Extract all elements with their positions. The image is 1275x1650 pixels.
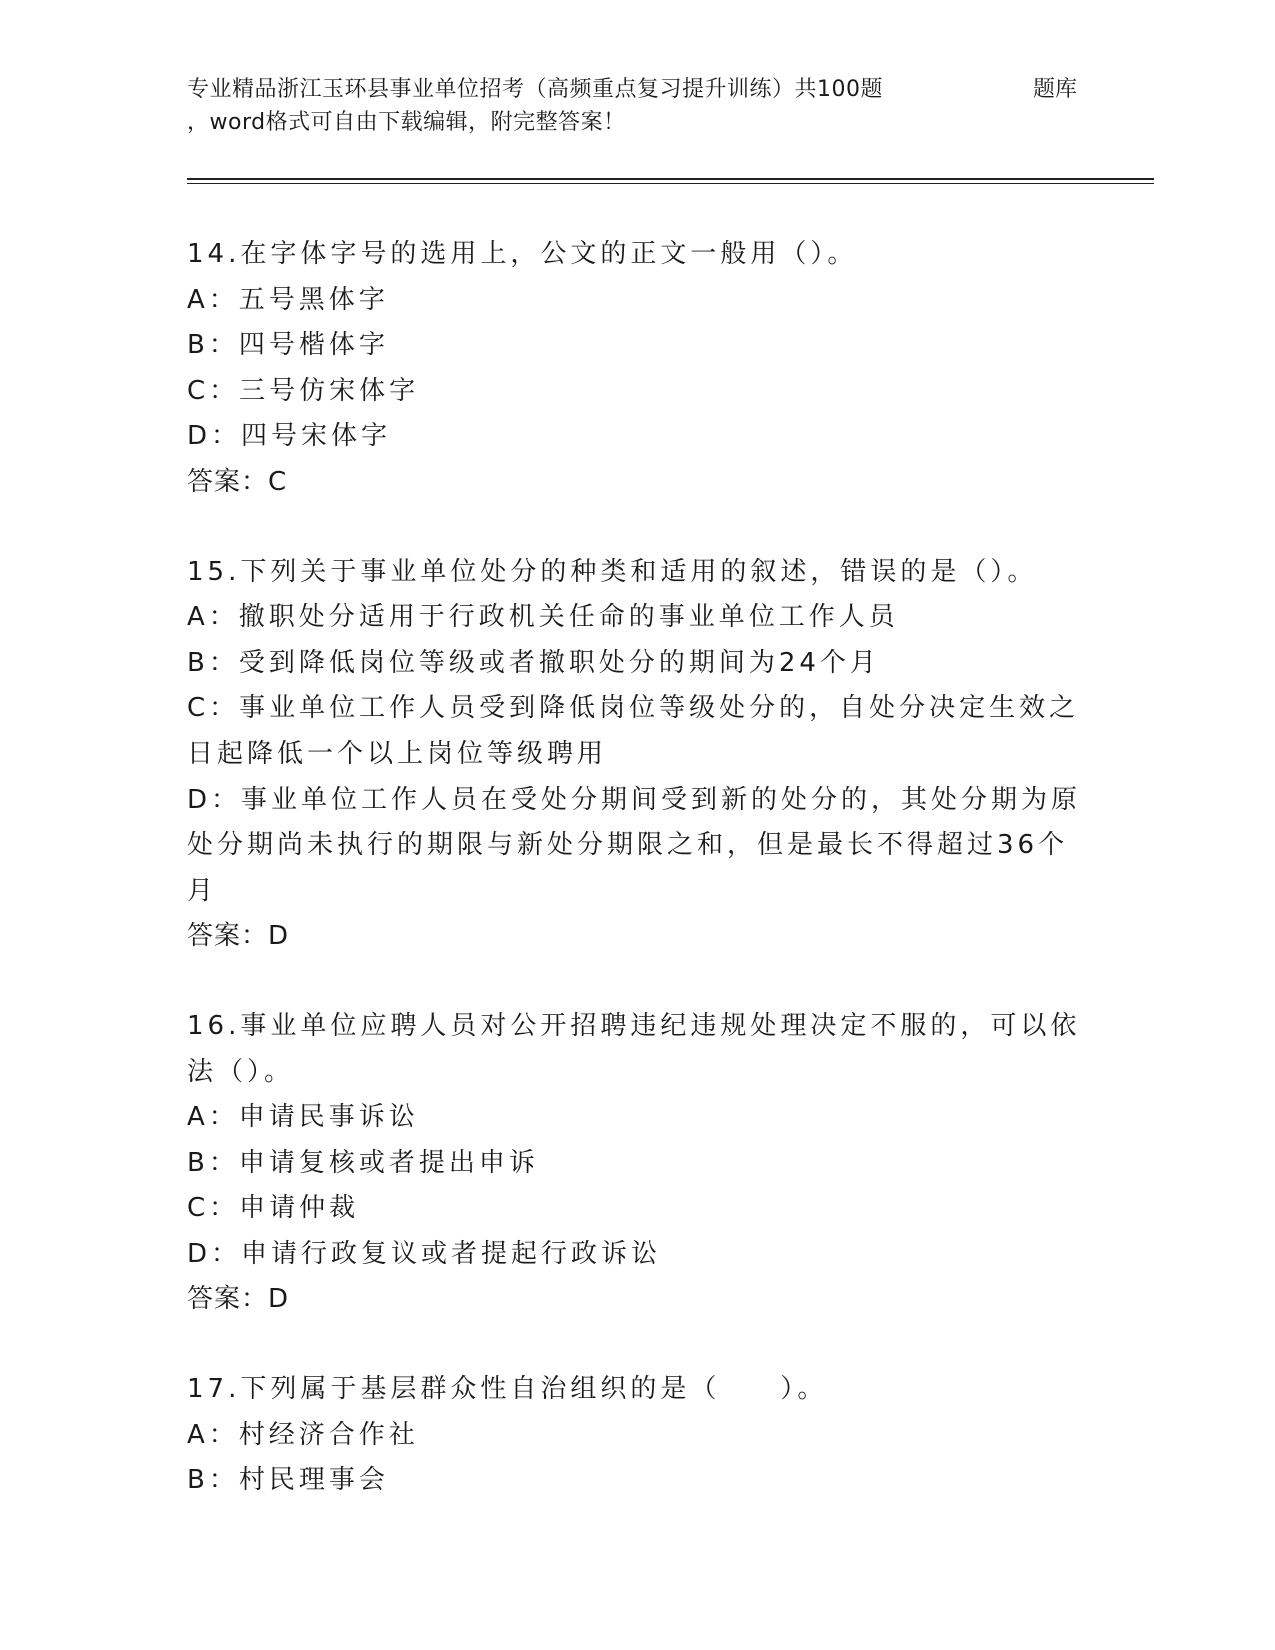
header-tag: 题库 <box>1033 77 1078 102</box>
option-b: B：村民理事会 <box>187 1465 389 1496</box>
question-14 <box>187 232 1087 506</box>
option-b: B：受到降低岗位等级或者撤职处分的期间为24个月 <box>187 647 880 678</box>
option-d: D：事业单位工作人员在受处分期间受到新的处分的，其处分期为原处分期尚未执行的期限与新处分期限之和，但是最长不得超过36个月 <box>187 784 1082 906</box>
question-list <box>187 232 1087 1548</box>
header-divider-thin <box>187 183 1154 184</box>
header-divider <box>187 178 1154 180</box>
option-b: B：申请复核或者提出申诉 <box>187 1147 539 1178</box>
header-subtitle: ，word格式可自由下载编辑，附完整答案！ <box>187 110 626 135</box>
option-c: C：三号仿宋体字 <box>187 375 420 406</box>
option-c: C：事业单位工作人员受到降低岗位等级处分的，自处分决定生效之日起降低一个以上岗位等级聘用 <box>187 693 1080 769</box>
option-b: B：四号楷体字 <box>187 330 389 361</box>
answer: 答案：C <box>187 466 288 497</box>
option-a: A：撤职处分适用于行政机关任命的事业单位工作人员 <box>187 602 899 633</box>
page-header <box>187 72 1147 142</box>
option-a: A：五号黑体字 <box>187 284 389 315</box>
question-stem: 17.下列属于基层群众性自治组织的是（ ）。 <box>187 1374 828 1405</box>
option-a: A：申请民事诉讼 <box>187 1102 419 1133</box>
question-stem: 16.事业单位应聘人员对公开招聘违纪违规处理决定不服的，可以依法（）。 <box>187 1010 1081 1087</box>
answer: 答案：D <box>187 921 290 952</box>
option-d: D：四号宋体字 <box>187 421 392 452</box>
answer: 答案：D <box>187 1284 290 1315</box>
question-stem: 14.在字体字号的选用上，公文的正文一般用（）。 <box>187 239 858 269</box>
question-16 <box>187 1004 1087 1323</box>
option-d: D：申请行政复议或者提起行政诉讼 <box>187 1238 662 1269</box>
question-stem: 15.下列关于事业单位处分的种类和适用的叙述，错误的是（）。 <box>187 556 1038 587</box>
option-a: A：村经济合作社 <box>187 1419 419 1450</box>
option-c: C：申请仲裁 <box>187 1193 360 1224</box>
header-title: 专业精品浙江玉环县事业单位招考（高频重点复习提升训练）共100题 <box>187 77 883 102</box>
question-15 <box>187 550 1087 960</box>
question-17 <box>187 1367 1087 1504</box>
